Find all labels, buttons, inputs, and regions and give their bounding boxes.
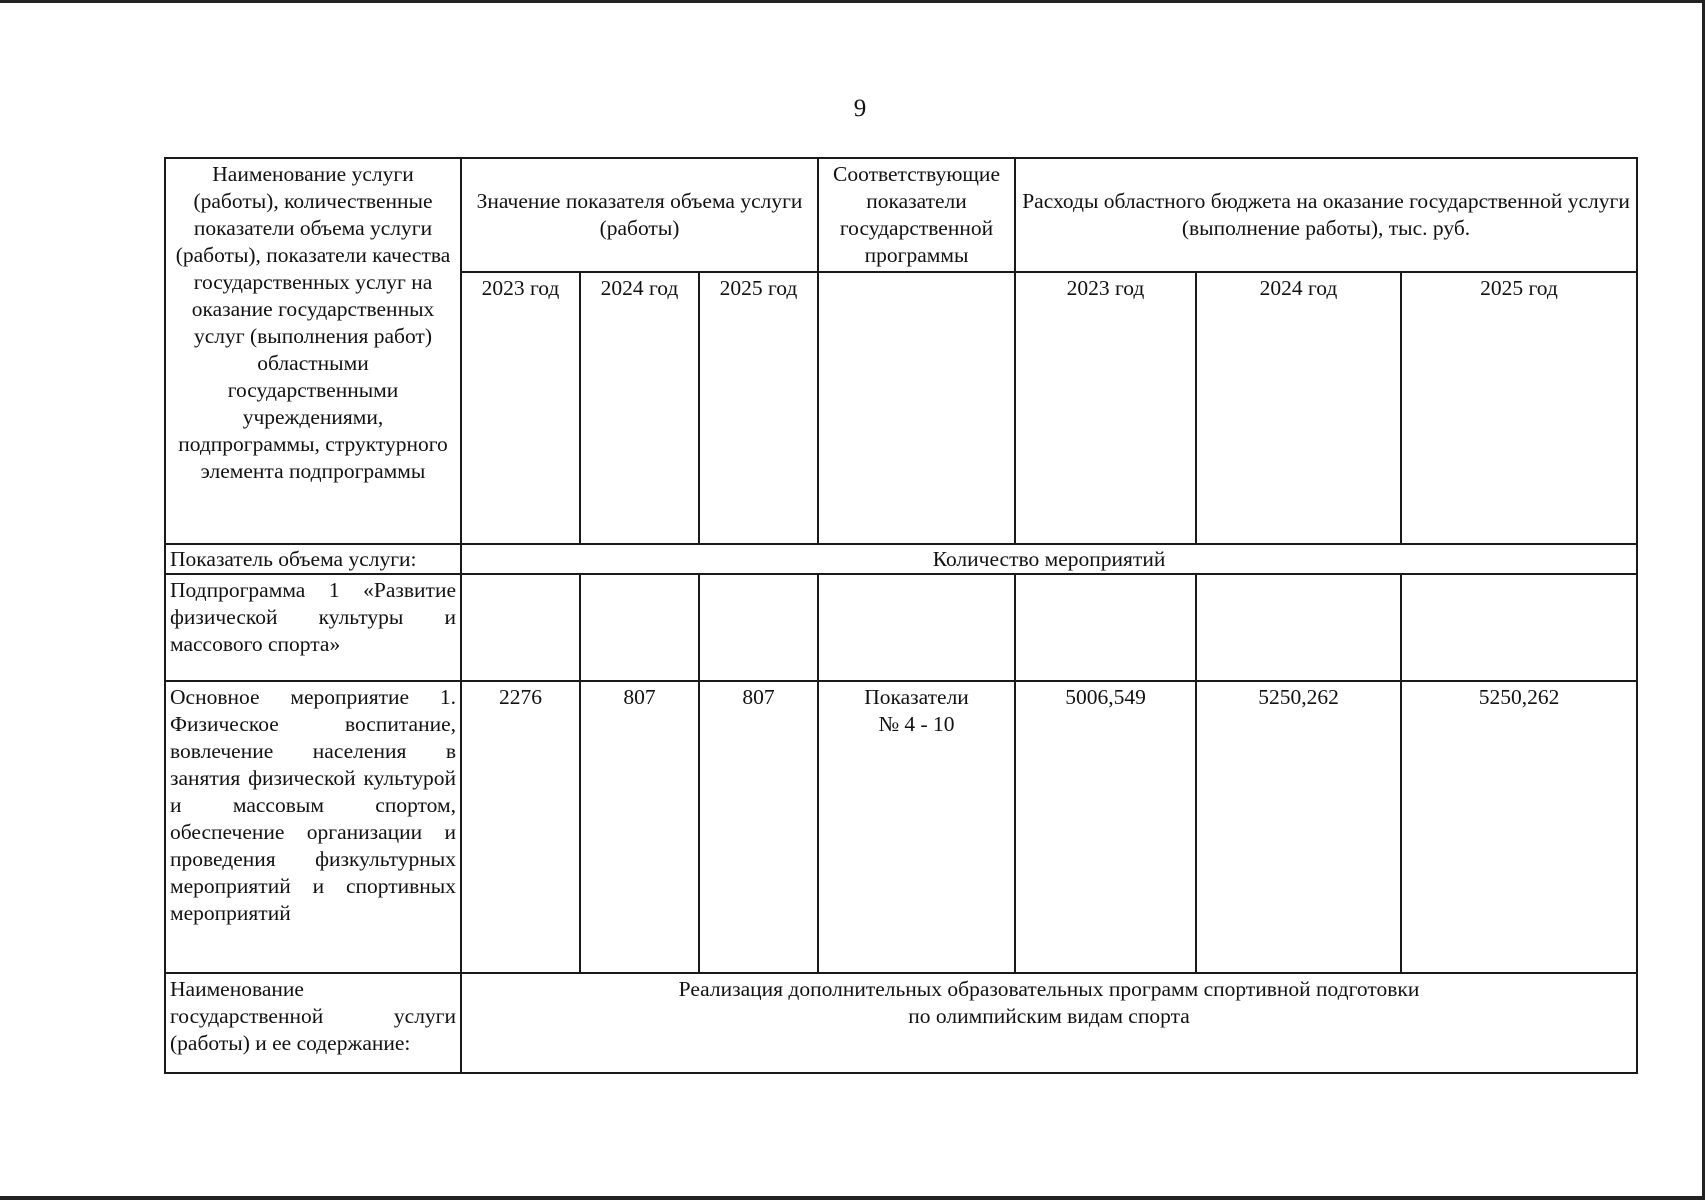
main-event-volume-2025: 807 bbox=[699, 681, 818, 973]
service-label: Наименование государственной услуги (работы) и ее содержание: bbox=[165, 973, 461, 1073]
main-event-label: Основное мероприятие 1. Физическое воспитание, вовлечение населения в занятия физической культурой и массовым спортом, обеспечение организации и проведения физкультурных мероприятий и спортивных мероприятий bbox=[165, 681, 461, 973]
subprogram-expenses-2023 bbox=[1015, 574, 1196, 681]
volume-indicator-label: Показатель объема услуги: bbox=[165, 544, 461, 574]
service-row bbox=[165, 973, 1637, 1073]
page-number: 9 bbox=[853, 95, 867, 122]
subprogram-volume-2025 bbox=[699, 574, 818, 681]
header-volume-year-2023: 2023 год bbox=[461, 272, 580, 544]
main-event-volume-2024: 807 bbox=[580, 681, 699, 973]
volume-indicator-value: Количество мероприятий bbox=[461, 544, 1637, 574]
volume-indicator-row bbox=[165, 544, 1637, 574]
main-event-row bbox=[165, 681, 1637, 973]
header-volume-year-2025: 2025 год bbox=[699, 272, 818, 544]
main-event-volume-2023: 2276 bbox=[461, 681, 580, 973]
subprogram-volume-2024 bbox=[580, 574, 699, 681]
main-event-expenses-2023: 5006,549 bbox=[1015, 681, 1196, 973]
header-expenses-year-2024: 2024 год bbox=[1196, 272, 1401, 544]
budget-table bbox=[164, 157, 1638, 1074]
header-expenses-year-2025: 2025 год bbox=[1401, 272, 1637, 544]
header-program-indicators: Соответствующие показатели государственной программы bbox=[818, 158, 1015, 272]
scan-border-top bbox=[0, 0, 1705, 3]
service-value: Реализация дополнительных образовательных программ спортивной подготовки по олимпийским видам спорта bbox=[461, 973, 1637, 1073]
subprogram-expenses-2024 bbox=[1196, 574, 1401, 681]
subprogram-indicators bbox=[818, 574, 1015, 681]
scan-border-bottom bbox=[0, 1196, 1705, 1200]
subprogram-expenses-2025 bbox=[1401, 574, 1637, 681]
subprogram-row bbox=[165, 574, 1637, 681]
main-event-program-indicators: Показатели № 4 - 10 bbox=[818, 681, 1015, 973]
header-row-1 bbox=[165, 158, 1637, 272]
subprogram-label: Подпрограмма 1 «Развитие физической культуры и массового спорта» bbox=[165, 574, 461, 681]
header-program-indicators-empty bbox=[818, 272, 1015, 544]
header-volume-year-2024: 2024 год bbox=[580, 272, 699, 544]
subprogram-volume-2023 bbox=[461, 574, 580, 681]
header-budget-expenses: Расходы областного бюджета на оказание государственной услуги (выполнение работы), тыс. руб. bbox=[1015, 158, 1637, 272]
header-volume-value: Значение показателя объема услуги (работы) bbox=[461, 158, 818, 272]
main-event-expenses-2024: 5250,262 bbox=[1196, 681, 1401, 973]
header-expenses-year-2023: 2023 год bbox=[1015, 272, 1196, 544]
header-service-name: Наименование услуги (работы), количественные показатели объема услуги (работы), показатели качества государственных услуг на оказание государственных услуг (выполнения работ) областными государственными учреждениями, подпрограммы, структурного элемента подпрограммы bbox=[165, 158, 461, 544]
main-event-expenses-2025: 5250,262 bbox=[1401, 681, 1637, 973]
